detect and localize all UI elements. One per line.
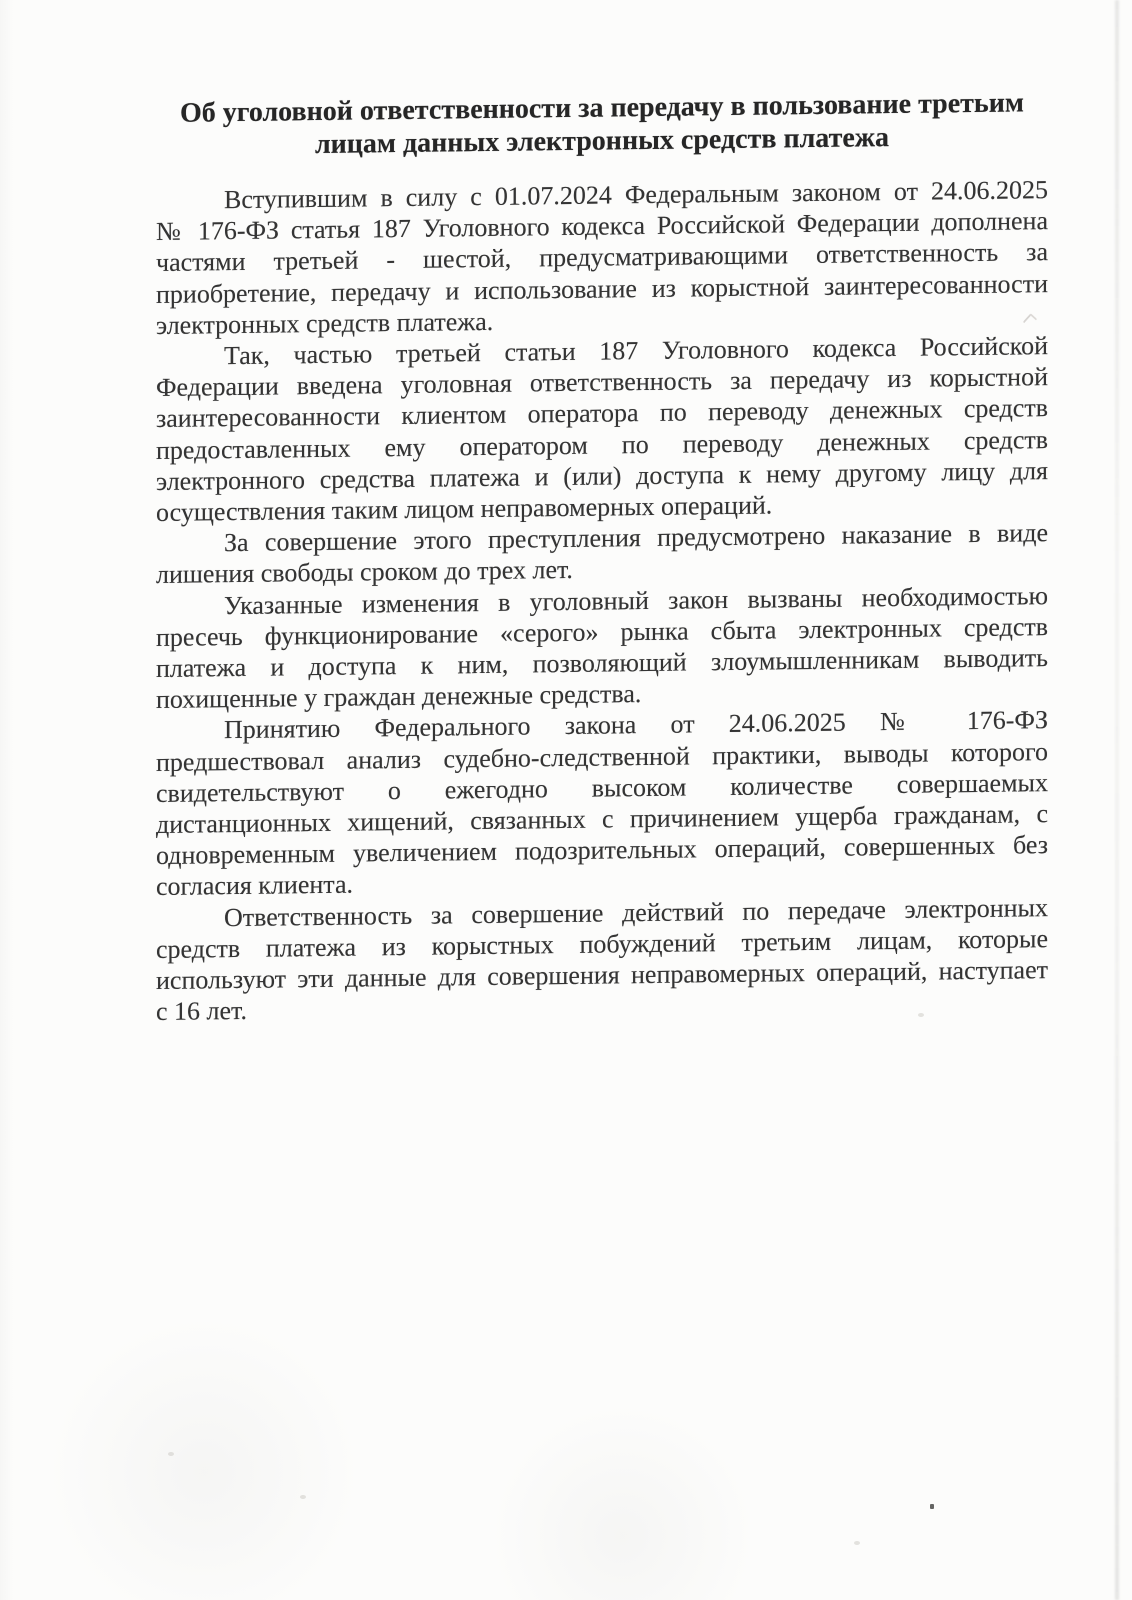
text-line: осуществления таким лицом неправомерных операций. [156,490,773,528]
text-line: приобретение, передачу и использование из корыстной заинтересованности [156,268,1048,309]
document-content [156,86,1048,1027]
paragraph [156,892,1048,1028]
paragraph [156,330,1048,528]
scan-edge-streak [1115,0,1119,1600]
text-line: За совершение этого преступления предусмотрено наказание в виде [224,518,1048,558]
text-line: Указанные изменения в уголовный закон вызваны необходимостью [224,580,1048,620]
text-line: лишения свободы сроком до трех лет. [156,555,573,590]
scan-speck [168,1452,174,1456]
text-line: свидетельствуют о ежегодно высоком количестве совершаемых [156,767,1048,808]
text-line: электронного средства платежа и (или) доступа к нему другому лицу для [156,455,1048,496]
text-line: похищенные у граждан денежные средства. [156,679,642,715]
document-title-line: Об уголовной ответственности за передачу в пользование третьим [180,87,1024,129]
text-line: Ответственность за совершение действий по передаче электронных [224,892,1048,932]
text-line: Так, частью третьей статьи 187 Уголовного кодекса Российской [224,331,1048,371]
text-line: средств платежа из корыстных побуждений третьим лицам, которые [156,923,1048,964]
text-line: Вступившим в силу с 01.07.2024 Федеральным законом от 24.06.2025 [224,175,1048,215]
scan-speck [930,1504,934,1509]
text-line: одновременным увеличением подозрительных операций, совершенных без [156,830,1048,871]
scan-speck [918,1013,924,1017]
text-line: предшествовал анализ судебно-следственной практики, выводы которого [156,736,1048,777]
text-line: дистанционных хищений, связанных с причинением ущерба гражданам, с [156,799,1048,840]
document-body [156,174,1048,1027]
text-line: согласия клиента. [156,870,354,902]
text-line: предоставленных ему оператором по переводу денежных средств [156,424,1048,465]
paragraph [156,580,1048,716]
text-line: пресечь функционирование «серого» рынка сбыта электронных средств [156,611,1048,652]
text-line: электронных средств платежа. [156,306,494,340]
text-line: № 176-ФЗ статья 187 Уголовного кодекса Российской Федерации дополнена [156,206,1048,247]
paragraph [156,174,1048,341]
text-line: частями третьей - шестой, предусматривающими ответственность за [156,237,1048,278]
text-line: используют эти данные для совершения неправомерных операций, наступает [156,955,1048,996]
scan-speck [854,1541,860,1545]
text-line: заинтересованности клиентом оператора по переводу денежных средств [156,393,1048,434]
text-line: с 16 лет. [156,996,247,1027]
text-line: Федерации введена уголовная ответственность за передачу из корыстной [156,362,1048,403]
paragraph [156,517,1048,590]
text-line: платежа и доступа к ним, позволяющий злоумышленникам выводить [156,643,1048,684]
document-title [156,86,1048,163]
paragraph [156,705,1048,903]
scan-speck [300,1495,306,1499]
text-line: Принятию Федерального закона от 24.06.2025 № 176-ФЗ [224,705,1048,745]
document-title-line: лицам данных электронных средств платежа [314,122,890,161]
